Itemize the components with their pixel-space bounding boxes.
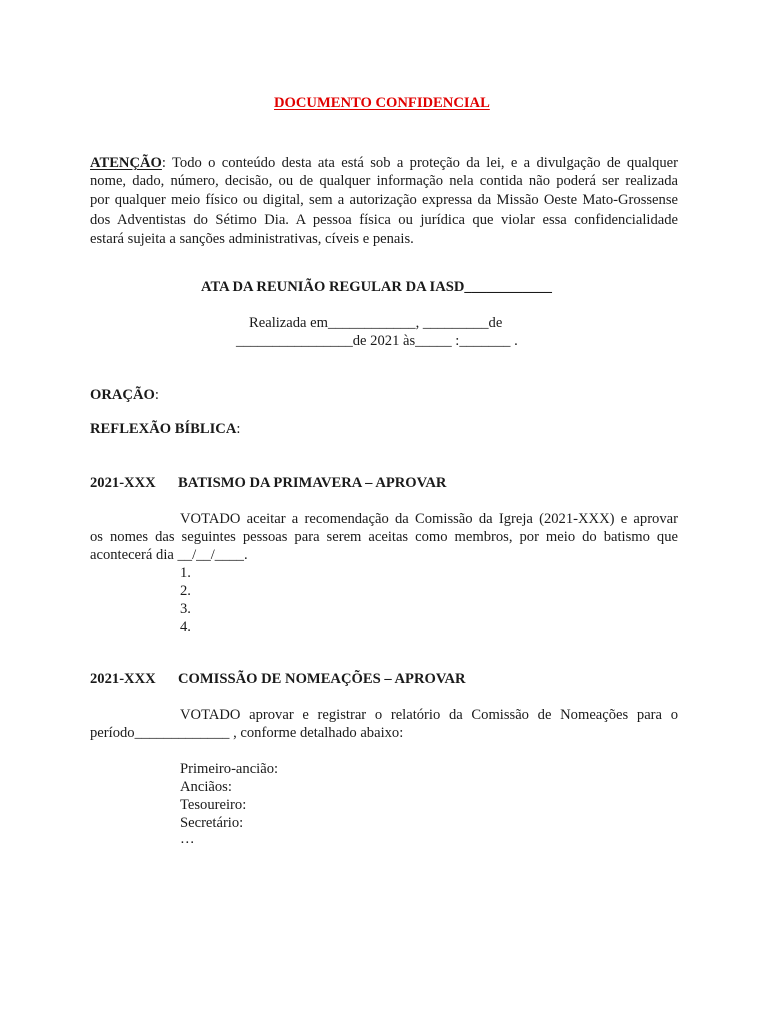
prayer-label: ORAÇÃO [90, 387, 155, 403]
vote2-line-2: período_____________ , conforme detalhado abaixo: [90, 725, 404, 741]
reflection-label: REFLEXÃO BÍBLICA [90, 421, 237, 437]
vote1-item: 2. [180, 583, 191, 599]
prayer-heading [90, 386, 159, 404]
reflection-colon: : [236, 421, 241, 437]
prayer-colon: : [154, 387, 159, 403]
vote1-code: 2021-XXX [90, 475, 156, 491]
vote1-line-3: acontecerá dia __/__/____. [90, 547, 248, 563]
notice-line-2: nome, dado, número, decisão, ou de qualquer informação nela contida não poderá ser realizada [90, 173, 678, 189]
held-line-2: ________________de 2021 às_____ :_______ . [236, 333, 518, 349]
vote1-item: 4. [180, 619, 191, 635]
notice-text-1: : Todo o conteúdo desta ata está sob a proteção da lei, e a divulgação de qualquer [161, 155, 678, 171]
vote1-heading: BATISMO DA PRIMAVERA – APROVAR [178, 475, 447, 491]
notice-label: ATENÇÃO [90, 155, 162, 171]
document-title: DOCUMENTO CONFIDENCIAL [274, 95, 490, 111]
vote2-code: 2021-XXX [90, 671, 156, 687]
vote2-line-1: VOTADO aprovar e registrar o relatório da Comissão de Nomeações para o [180, 707, 678, 723]
held-line-1: Realizada em____________, _________de [249, 315, 503, 331]
vote1-line-2: os nomes das seguintes pessoas para serem aceitas como membros, por meio do batismo que [90, 529, 678, 545]
notice-line-5: estará sujeita a sanções administrativas, cíveis e penais. [90, 231, 414, 247]
vote1-item: 1. [180, 565, 191, 581]
reflection-heading [90, 420, 240, 438]
meeting-heading: ATA DA REUNIÃO REGULAR DA IASD____________ [201, 279, 552, 295]
vote2-role: Anciãos: [180, 779, 232, 795]
vote2-role: … [180, 831, 195, 847]
vote2-role: Secretário: [180, 815, 244, 831]
vote2-heading: COMISSÃO DE NOMEAÇÕES – APROVAR [178, 671, 466, 687]
vote1-line-1: VOTADO aceitar a recomendação da Comissão da Igreja (2021-XXX) e aprovar [180, 511, 678, 527]
vote1-item: 3. [180, 601, 191, 617]
notice-line-1 [90, 154, 678, 172]
vote2-role: Primeiro-ancião: [180, 761, 279, 777]
vote2-role: Tesoureiro: [180, 797, 247, 813]
notice-line-4: dos Adventistas do Sétimo Dia. A pessoa física ou jurídica que violar essa confidencialidade [90, 212, 678, 228]
notice-line-3: por qualquer meio físico ou digital, sem a autorização expressa da Missão Oeste Mato-Grossense [90, 192, 678, 208]
